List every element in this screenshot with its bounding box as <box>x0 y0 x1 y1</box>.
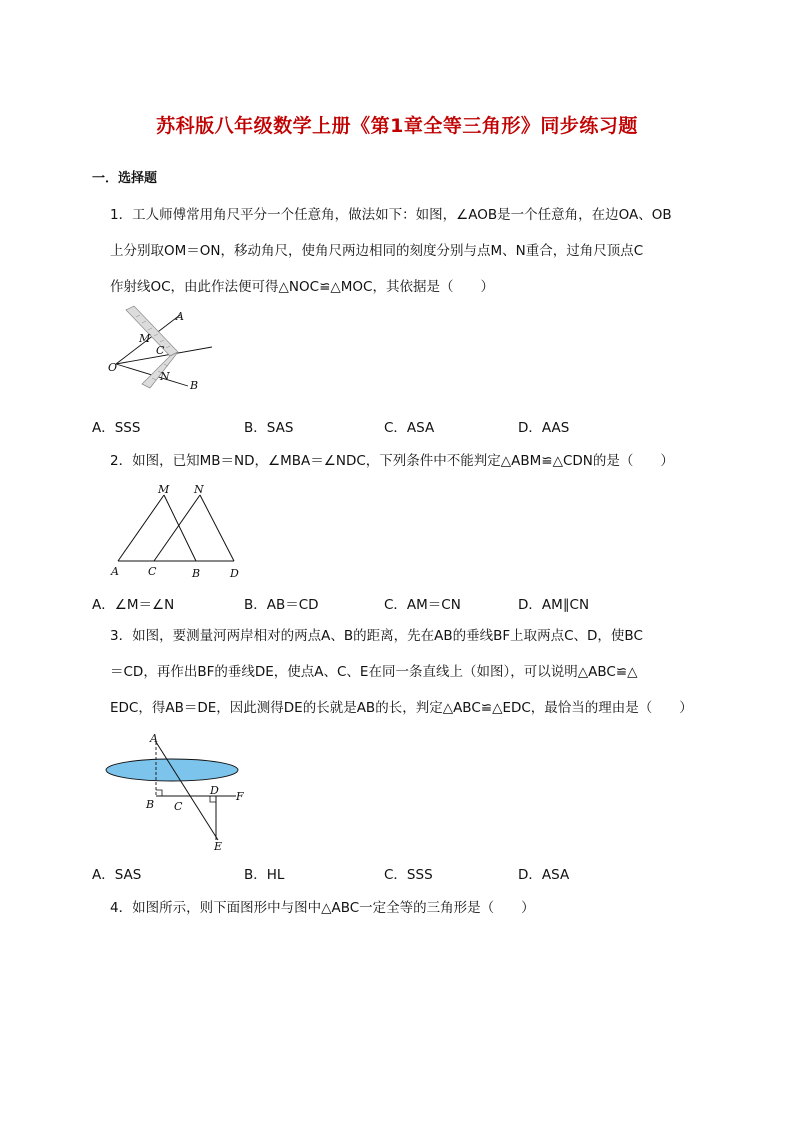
q3-option-b[interactable]: B．HL <box>244 867 285 883</box>
q2-label-B: B <box>192 567 201 580</box>
question-1-figure <box>106 302 226 402</box>
page-title: 苏科版八年级数学上册《第1章全等三角形》同步练习题 <box>156 115 638 137</box>
question-4 <box>110 890 710 926</box>
q2-label-D: D <box>230 567 239 580</box>
q2-label-N: N <box>194 483 204 496</box>
q1-label-B: B <box>190 379 199 392</box>
q3-option-c[interactable]: C．SSS <box>384 867 433 883</box>
q3-label-D: D <box>210 784 219 797</box>
river-shape <box>106 759 238 781</box>
q3-label-E: E <box>214 840 223 853</box>
q3-option-a[interactable]: A．SAS <box>92 867 142 883</box>
q3-label-A: A <box>150 732 158 745</box>
question-1-line-2: 上分别取OM＝ON，移动角尺，使角尺两边相同的刻度分别与点M、N重合，过角尺顶点C <box>110 243 644 259</box>
question-1-line-3: 作射线OC，由此作法便可得△NOC≌△MOC，其依据是（ ） <box>110 279 494 295</box>
q2-option-d[interactable]: D．AM∥CN <box>518 597 590 613</box>
question-3-line-2: ＝CD，再作出BF的垂线DE，使点A、C、E在同一条直线上（如图），可以说明△ABC≌△ <box>110 664 638 680</box>
q2-option-b[interactable]: B．AB＝CD <box>244 597 319 613</box>
q3-label-B: B <box>146 798 155 811</box>
question-3-line-3: EDC，得AB＝DE，因此测得DE的长就是AB的长，判定△ABC≌△EDC，最恰当的理由是（ ） <box>110 700 693 716</box>
question-3-figure <box>104 732 264 852</box>
question-3 <box>110 618 710 726</box>
q1-label-N: N <box>160 370 170 383</box>
q1-option-d[interactable]: D．AAS <box>518 420 570 436</box>
question-1-options <box>92 416 712 436</box>
q1-label-O: O <box>108 361 118 374</box>
q1-label-M: M <box>139 332 151 345</box>
q2-option-c[interactable]: C．AM＝CN <box>384 597 461 613</box>
question-3-line-1: 3．如图，要测量河两岸相对的两点A、B的距离，先在AB的垂线BF上取两点C、D，使BC <box>110 628 643 644</box>
q1-label-A: A <box>176 310 184 323</box>
question-2 <box>110 443 710 479</box>
question-2-figure <box>108 485 248 580</box>
q2-label-M: M <box>158 483 170 496</box>
q3-label-F: F <box>236 790 244 803</box>
q1-option-b[interactable]: B．SAS <box>244 420 294 436</box>
q1-option-c[interactable]: C．ASA <box>384 420 435 436</box>
question-3-options <box>92 863 712 883</box>
section-heading: 一．选择题 <box>92 171 158 186</box>
q2-label-C: C <box>148 565 157 578</box>
question-2-line-1: 2．如图，已知MB＝ND，∠MBA＝∠NDC，下列条件中不能判定△ABM≌△CDN的是（ ） <box>110 453 674 469</box>
question-2-options <box>92 593 712 613</box>
q2-label-A: A <box>111 565 119 578</box>
q3-label-C: C <box>174 800 183 813</box>
question-4-line-1: 4．如图所示，则下面图形中与图中△ABC一定全等的三角形是（ ） <box>110 900 535 916</box>
question-1-line-1: 1．工人师傅常用角尺平分一个任意角，做法如下：如图，∠AOB是一个任意角，在边OA、OB <box>110 207 672 223</box>
q1-label-C: C <box>156 344 165 357</box>
question-1 <box>110 197 710 305</box>
q3-option-d[interactable]: D．ASA <box>518 867 570 883</box>
q2-option-a[interactable]: A．∠M＝∠N <box>92 597 175 613</box>
q1-option-a[interactable]: A．SSS <box>92 420 141 436</box>
